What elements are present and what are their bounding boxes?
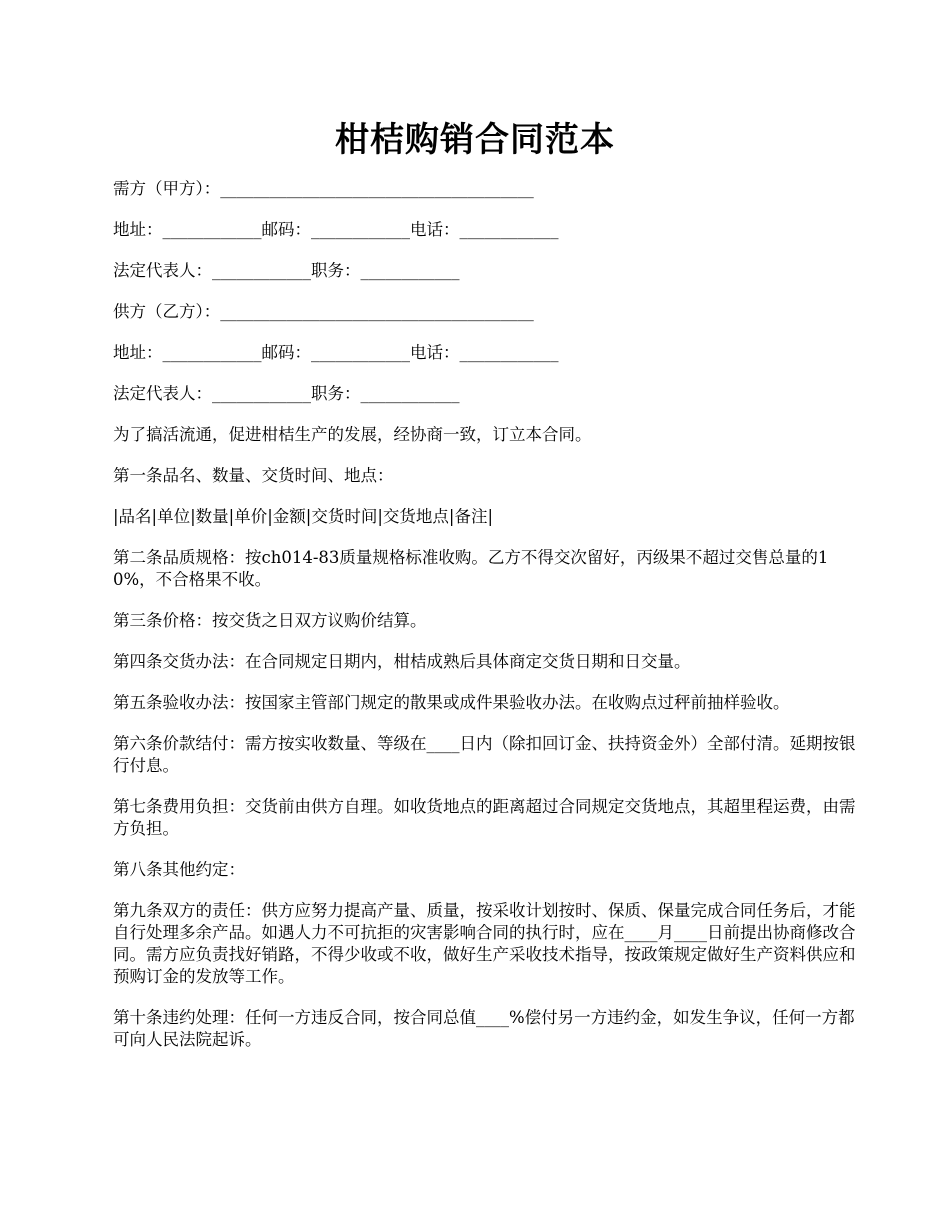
item-table-header: |品名|单位|数量|单价|金额|交货时间|交货地点|备注|: [113, 507, 494, 526]
clause-5: 第五条验收办法：按国家主管部门规定的散果或成件果验收办法。在收购点过秤前抽样验收。: [113, 693, 790, 712]
buyer-address-line: 地址：____________邮码：____________电话：____________: [113, 220, 559, 239]
clause-7: 第七条费用负担：交货前由供方自理。如收货地点的距离超过合同规定交货地点，其超里程运费，由需方负担。: [113, 797, 856, 838]
clause-6: 第六条价款结付：需方按实收数量、等级在____日内（除扣回订金、扶持资金外）全部付清。延期按银行付息。: [113, 734, 856, 775]
clause-3: 第三条价格：按交货之日双方议购价结算。: [113, 611, 427, 630]
document-body: [113, 178, 858, 1070]
seller-address-line: 地址：____________邮码：____________电话：____________: [113, 343, 559, 362]
clause-9: 第九条双方的责任：供方应努力提高产量、质量，按采收计划按时、保质、保量完成合同任务后，才能自行处理多余产品。如遇人力不可抗拒的灾害影响合同的执行时，应在____月____日前提出协商修改合同。需方应负责找好销路，不得少收或不收，做好生产采收技术指导，按政策规定做好生产资料供应和预购订金的发放等工作。: [113, 901, 856, 986]
clause-10: 第十条违约处理：任何一方违反合同，按合同总值____%偿付另一方违约金，如发生争议，任何一方都可向人民法院起诉。: [113, 1008, 855, 1049]
clause-1: 第一条品名、数量、交货时间、地点：: [113, 466, 394, 485]
seller-representative-line: 法定代表人：____________职务：____________: [113, 384, 460, 403]
seller-name-line: 供方（乙方）：______________________________________: [113, 302, 534, 321]
preamble: 为了搞活流通，促进柑桔生产的发展，经协商一致，订立本合同。: [113, 425, 592, 444]
buyer-name-line: 需方（甲方）：______________________________________: [113, 179, 534, 198]
document-title: 柑桔购销合同范本: [335, 120, 615, 160]
buyer-representative-line: 法定代表人：____________职务：____________: [113, 261, 460, 280]
clause-8: 第八条其他约定：: [113, 860, 245, 879]
clause-2: 第二条品质规格：按ch014-83质量规格标准收购。乙方不得交次留好，丙级果不超过交售总量的10%，不合格果不收。: [113, 548, 829, 589]
clause-4: 第四条交货办法：在合同规定日期内，柑桔成熟后具体商定交货日期和日交量。: [113, 652, 691, 671]
